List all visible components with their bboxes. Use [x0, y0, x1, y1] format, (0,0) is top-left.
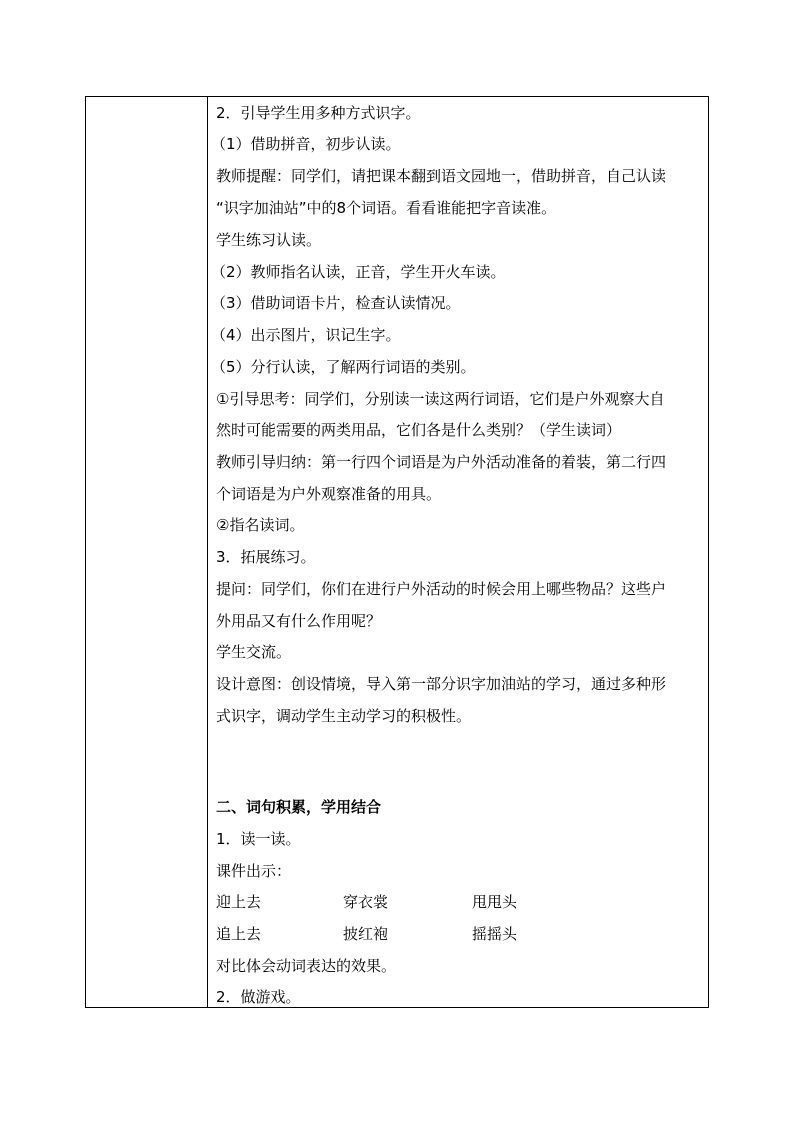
word-row-2-col-3: 摇摇头 — [472, 925, 518, 943]
step-2-1: （1）借助拼音，初步认读。 — [211, 135, 401, 153]
guide-think-line-1: ①引导思考：同学们，分别读一读这两行词语，它们是户外观察大自 — [216, 390, 665, 408]
name-read-words: ②指名读词。 — [216, 516, 305, 534]
step-3-heading: 3．拓展练习。 — [216, 548, 316, 566]
column-divider — [207, 97, 208, 1007]
word-row-2-col-1: 追上去 — [216, 925, 262, 943]
step-2-2: （2）教师指名认读，正音，学生开火车读。 — [211, 263, 506, 281]
word-row-1-col-3: 甩甩头 — [472, 893, 518, 911]
teacher-summary-line-1: 教师引导归纳：第一行四个词语是为户外活动准备的着装，第二行四 — [216, 453, 667, 471]
step-2-4: （4）出示图片，识记生字。 — [211, 326, 401, 344]
teacher-prompt-line-1: 教师提醒：同学们，请把课本翻到语文园地一，借助拼音，自己认读 — [216, 167, 667, 185]
game-item: 2．做游戏。 — [216, 988, 301, 1006]
teacher-summary-line-2: 个词语是为户外观察准备的用具。 — [216, 485, 442, 503]
step-2-3: （3）借助词语卡片，检查认读情况。 — [211, 294, 461, 312]
word-row-1-col-1: 迎上去 — [216, 893, 262, 911]
design-intent-line-1: 设计意图：创设情境，导入第一部分识字加油站的学习，通过多种形 — [216, 675, 667, 693]
section-2-heading: 二、词句积累，学用结合 — [216, 798, 382, 816]
step-2-5: （5）分行认读，了解两行词语的类别。 — [211, 358, 476, 376]
student-practice: 学生练习认读。 — [216, 231, 322, 249]
lesson-table — [85, 96, 709, 1008]
compare-effect: 对比体会动词表达的效果。 — [216, 957, 397, 975]
courseware-label: 课件出示： — [216, 862, 292, 880]
read-item: 1．读一读。 — [216, 830, 301, 848]
design-intent-line-2: 式识字，调动学生主动学习的积极性。 — [216, 707, 472, 725]
word-row-2-col-2: 披红袍 — [343, 925, 389, 943]
question-line-2: 外用品又有什么作用呢？ — [216, 612, 382, 630]
word-row-1-col-2: 穿衣裳 — [343, 893, 389, 911]
student-exchange: 学生交流。 — [216, 643, 292, 661]
guide-think-line-2: 然时可能需要的两类用品，它们各是什么类别？（学生读词） — [216, 421, 622, 439]
step-2-heading: 2．引导学生用多种方式识字。 — [216, 104, 421, 122]
teacher-prompt-line-2: “识字加油站”中的8个词语。看看谁能把字音读准。 — [216, 199, 557, 217]
question-line-1: 提问：同学们，你们在进行户外活动的时候会用上哪些物品？这些户 — [216, 580, 667, 598]
